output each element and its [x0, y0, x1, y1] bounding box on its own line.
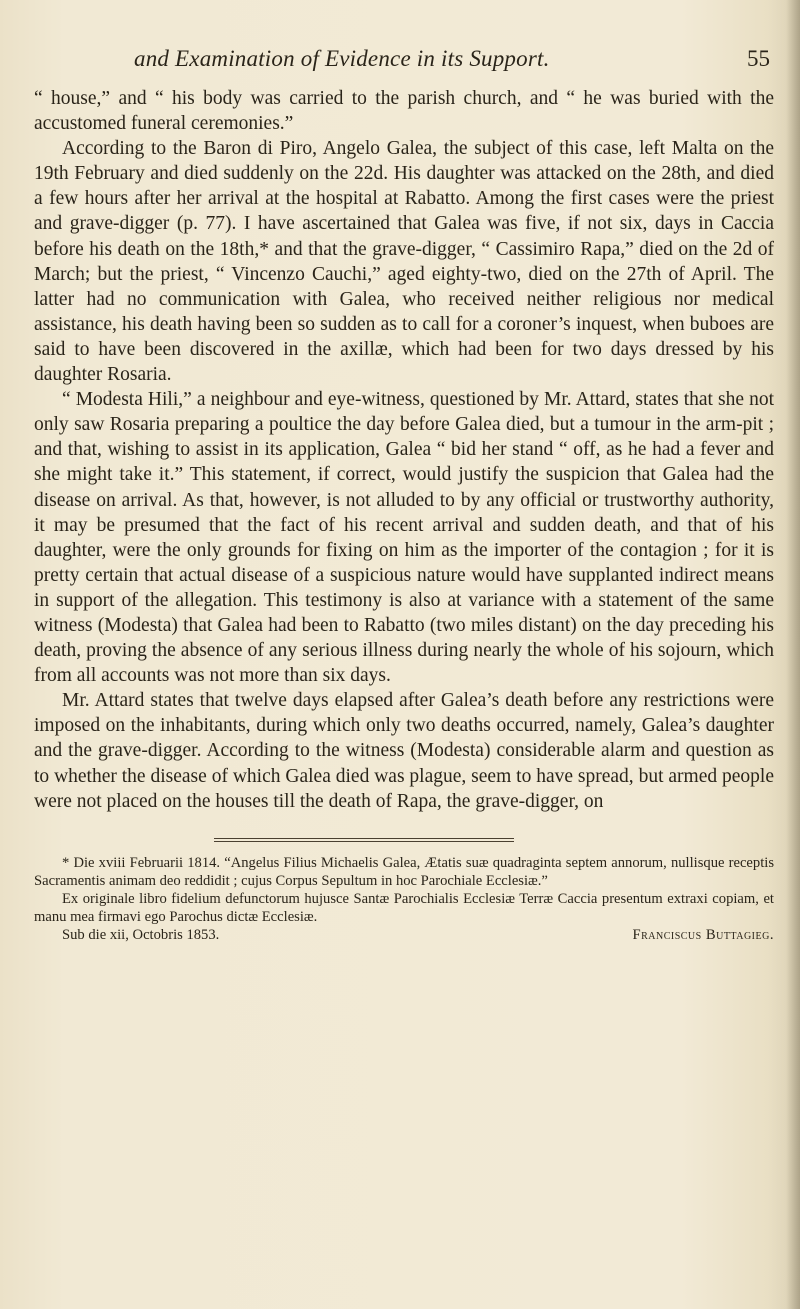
paragraph: According to the Baron di Piro, Angelo Galea, the subject of this case, left Malta on the 19th February and died suddenly on the 22d. His daughter was attacked on the 28th, and died a few hours after her arrival at the hospital at Rabatto. Among the first cases were the priest and grave-digger (p. 77). I have ascertained that Galea was five, if not six, days in Caccia before his death on the 18th,* and that the grave-digger, “ Cassimiro Rapa,” died on the 2d of March; but the priest, “ Vincenzo Cauchi,” aged eighty-two, died on the 27th of April. The latter had no communication with Galea, who received neither religious nor medical assistance, his death having been so sudden as to call for a coroner’s inquest, when buboes are said to have been discovered in the axillæ, which had been for two days dressed by his daughter Rosaria. [34, 138, 774, 386]
footnote-text-2: Ex originale libro fidelium defunctorum hujusce Santæ Parochialis Ecclesiæ Terræ Caccia presentum extraxi copiam, et manu mea firmavi ego Parochus dictæ Ecclesiæ. [34, 890, 774, 925]
running-head: and Examination of Evidence in its Support. [134, 46, 550, 71]
footnote [34, 854, 774, 944]
paragraph: “ Modesta Hili,” a neighbour and eye-witness, questioned by Mr. Attard, states that she not only saw Rosaria preparing a poultice the day before Galea died, but a tumour in the arm-pit ; and that, wishing to assist in its application, Galea “ bid her stand “ off, as he had a fever and she might take it.” This statement, if correct, would justify the suspicion that Galea had the disease on arrival. As that, however, is not alluded to by any official or trustworthy authority, it may be presumed that the fact of his recent arrival and sudden death, and that of his daughter, were the only grounds for fixing on him as the importer of the contagion ; for it is pretty certain that actual disease of a suspicious nature would have supplanted indirect means in support of the allegation. This testimony is also at variance with a statement of the same witness (Modesta) that Galea had been to Rabatto (two miles distant) on the day preceding his death, proving the absence of any serious illness during nearly the whole of his sojourn, which from all accounts was not more than six days. [34, 389, 774, 687]
footnote-text: * Die xviii Februarii 1814. “Angelus Filius Michaelis Galea, Ætatis suæ quadraginta septem annorum, nullisque receptis Sacramentis animam deo reddidit ; cujus Corpus Sepultum in hoc Parochiale Ecclesiæ.” [34, 854, 774, 889]
page-number: 55 [747, 46, 770, 71]
page-edge-shadow [786, 0, 800, 1309]
page-header [34, 46, 774, 86]
body-text [34, 86, 774, 814]
paragraph: Mr. Attard states that twelve days elapsed after Galea’s death before any restrictions were imposed on the inhabitants, during which only two deaths occurred, namely, Galea’s daughter and the grave-digger. According to the witness (Modesta) considerable alarm and question as to whether the disease of which Galea died was plague, seem to have spread, but armed people were not placed on the houses till the death of Rapa, the grave-digger, on [34, 690, 774, 812]
footnote-signature-line [34, 926, 774, 944]
footnote-date: Sub die xii, Octobris 1853. [62, 926, 220, 943]
paragraph: “ house,” and “ his body was carried to the parish church, and “ he was buried with the accustomed funeral ceremonies.” [34, 88, 774, 135]
footnote-divider [214, 838, 514, 842]
footnote-signature: Franciscus Buttagieg. [632, 926, 774, 943]
